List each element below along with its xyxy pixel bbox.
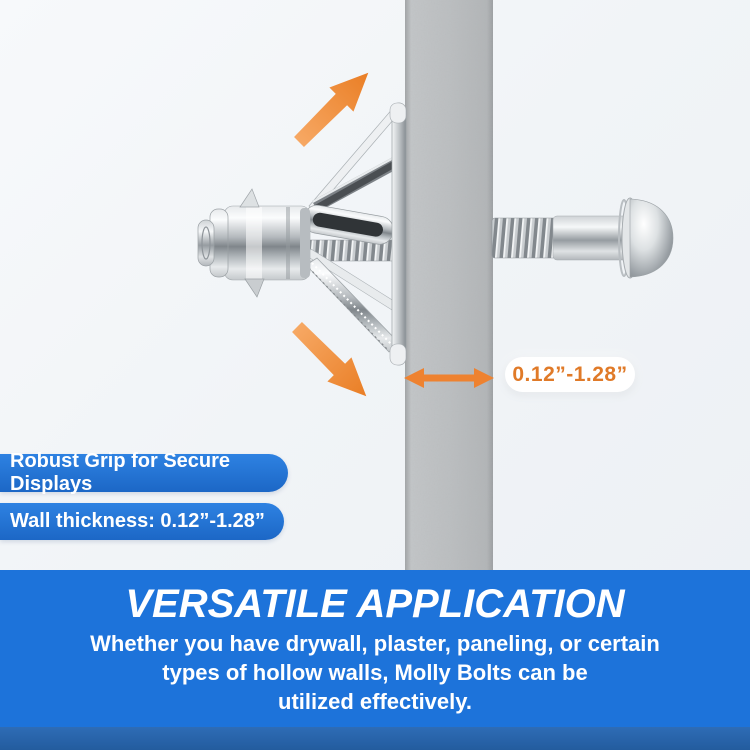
screw-with-dome-head xyxy=(492,198,673,278)
footer-strip xyxy=(0,727,750,750)
section-title: VERSATILE APPLICATION xyxy=(125,582,625,626)
expansion-arrow-down-right-icon xyxy=(285,315,378,408)
versatile-application-section xyxy=(0,570,750,750)
wall-cross-section xyxy=(405,0,493,570)
measurement-badge xyxy=(505,357,635,392)
feature-pill-label: Robust Grip for Secure Displays xyxy=(10,450,231,495)
feature-pill-robust-grip xyxy=(0,450,288,495)
section-body-line: Whether you have drywall, plaster, paneling, or certain xyxy=(90,631,660,656)
feature-pill-wall-thickness xyxy=(0,503,284,540)
section-body xyxy=(0,629,750,716)
section-body-line: types of hollow walls, Molly Bolts can be xyxy=(162,660,588,685)
section-body-line: utilized effectively. xyxy=(278,689,472,714)
feature-pill-label: Wall thickness: 0.12”-1.28” xyxy=(10,510,265,532)
measurement-label: 0.12”-1.28” xyxy=(512,362,628,386)
